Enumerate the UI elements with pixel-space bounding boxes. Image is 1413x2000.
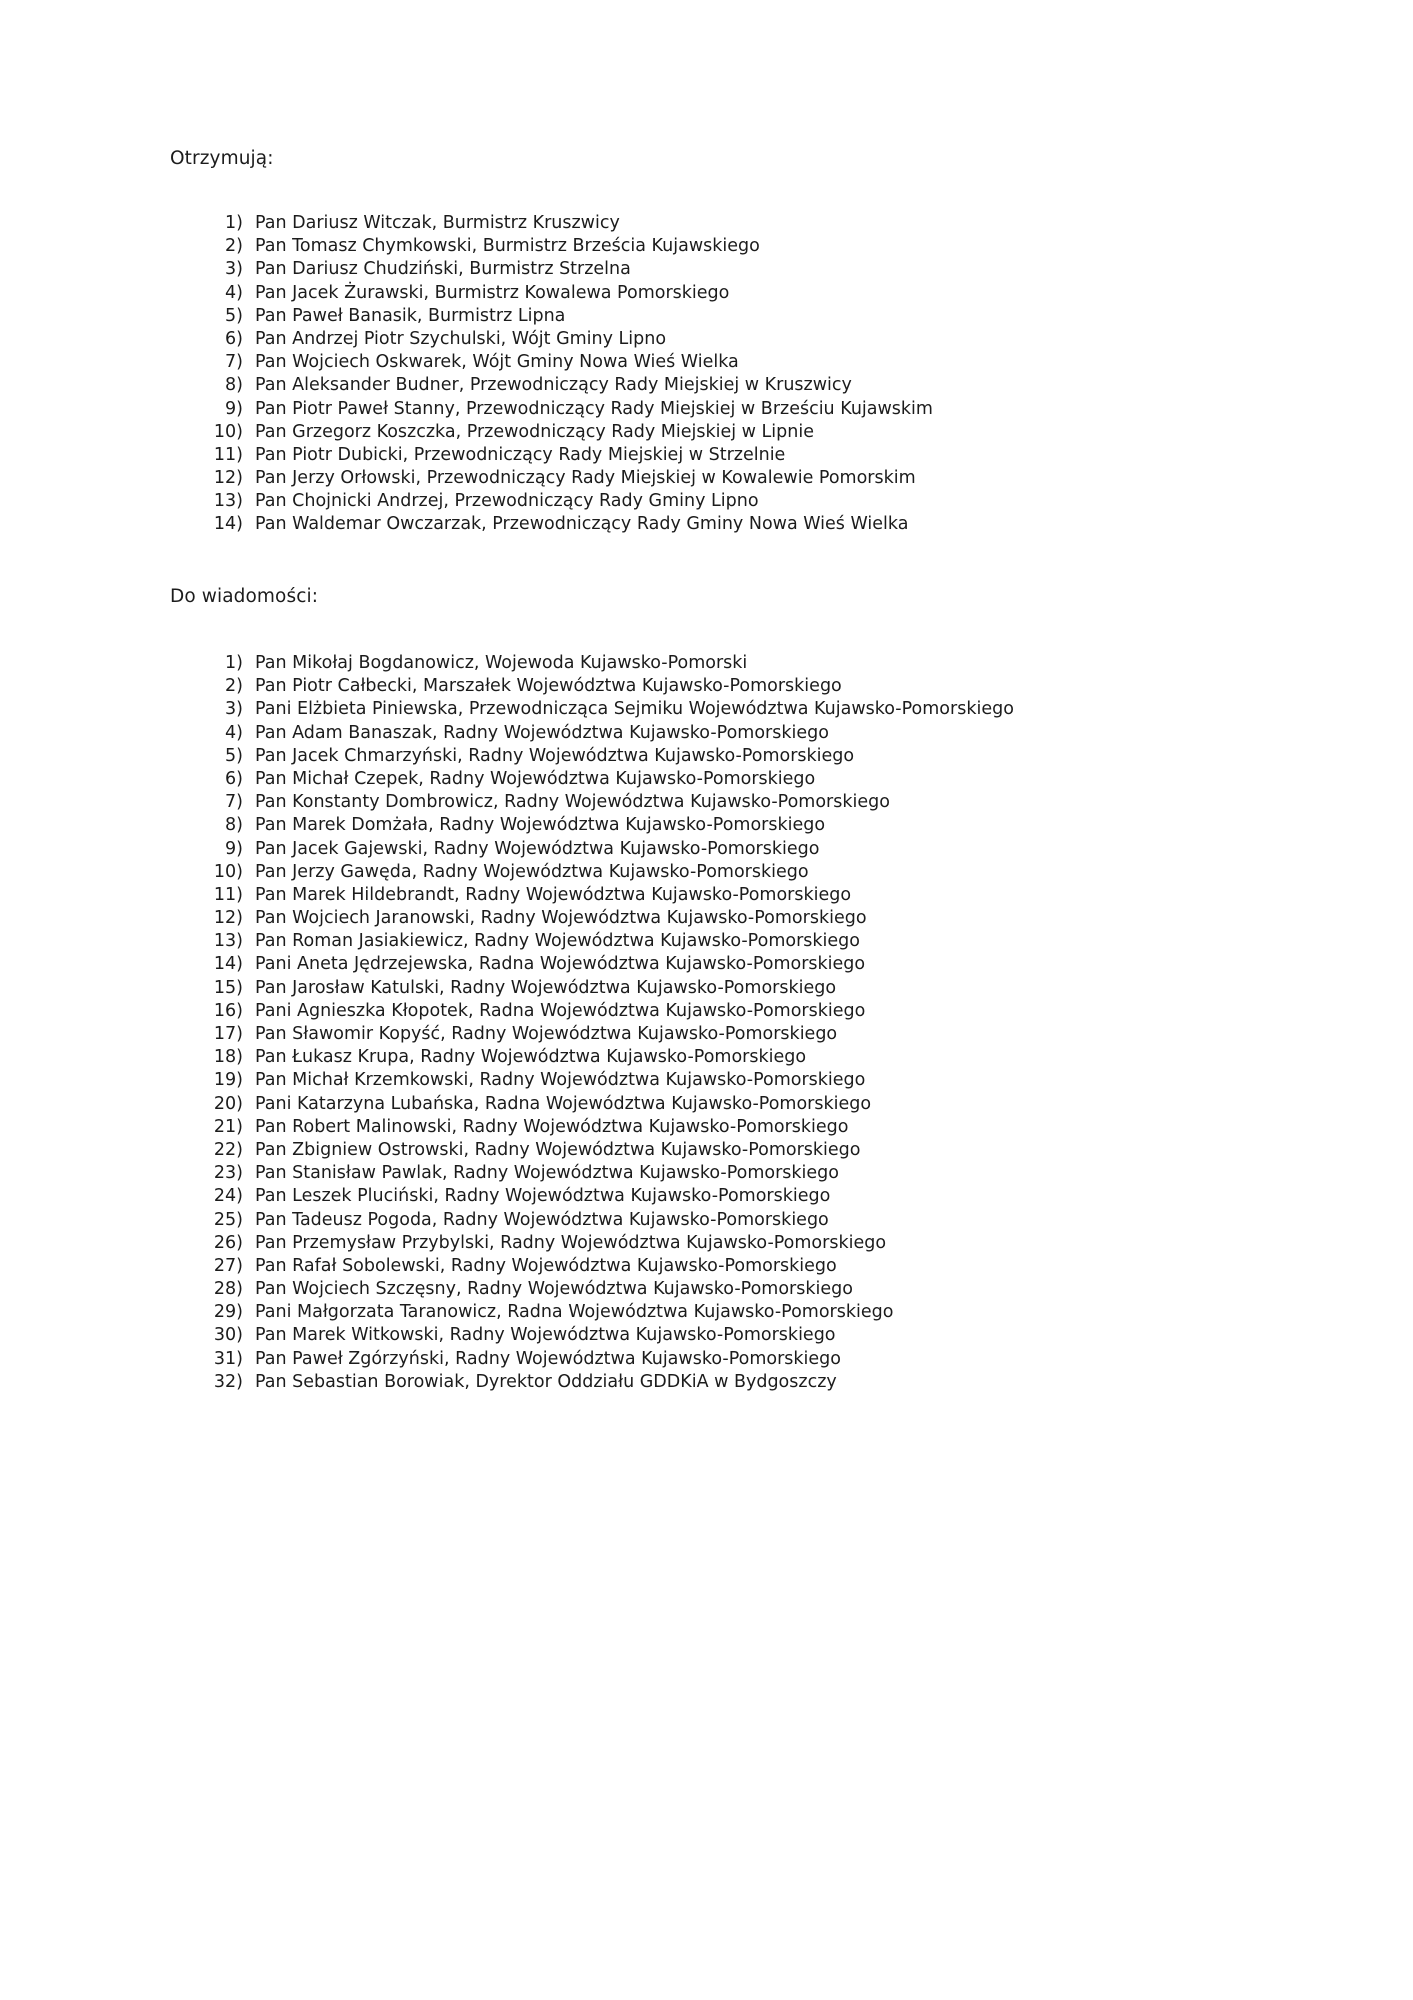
list-item-text: Pan Mikołaj Bogdanowicz, Wojewoda Kujawsko-Pomorski [255,653,748,673]
list-item-number: 16) [213,1000,243,1021]
list-item-number: 14) [213,514,243,535]
list-item-text: Pan Piotr Całbecki, Marszałek Województwa Kujawsko-Pomorskiego [255,676,842,697]
list-item-number: 11) [213,884,243,905]
list-item [195,1023,1014,1046]
list-item-number: 7) [225,352,243,373]
list-item [195,1232,1014,1255]
list-item-number: 1) [225,213,243,233]
list-item [195,328,933,351]
list-item-number: 22) [213,1139,243,1160]
list-item-number: 15) [213,977,243,998]
list-item-text: Pan Wojciech Jaranowski, Radny Województwa Kujawsko-Pomorskiego [255,908,867,929]
list-item-text: Pan Jacek Żurawski, Burmistrz Kowalewa Pomorskiego [255,282,730,303]
list-item [195,351,933,374]
list-item-number: 28) [213,1279,243,1300]
list-item-text: Pan Marek Hildebrandt, Radny Województwa Kujawsko-Pomorskiego [255,884,852,905]
list-item-text: Pan Roman Jasiakiewicz, Radny Województwa Kujawsko-Pomorskiego [255,931,860,952]
list-item [195,930,1014,953]
list-item-text: Pan Paweł Banasik, Burmistrz Lipna [255,305,566,326]
list-item-text: Pan Piotr Dubicki, Przewodniczący Rady Miejskiej w Strzelnie [255,444,786,465]
recipients-heading: Otrzymują: [170,148,274,169]
list-item-text: Pan Jacek Gajewski, Radny Województwa Kujawsko-Pomorskiego [255,838,820,859]
list-item [195,235,933,258]
list-item [195,467,933,490]
list-item-text: Pani Małgorzata Taranowicz, Radna Województwa Kujawsko-Pomorskiego [255,1302,894,1323]
recipients-list [195,212,933,537]
list-item [195,398,933,421]
list-item [195,698,1014,721]
list-item-number: 13) [213,931,243,952]
list-item-number: 27) [213,1255,243,1276]
list-item-text: Pan Jarosław Katulski, Radny Województwa Kujawsko-Pomorskiego [255,977,837,998]
list-item-number: 4) [225,282,243,303]
list-item [195,675,1014,698]
list-item-number: 5) [225,745,243,766]
list-item-text: Pan Tadeusz Pogoda, Radny Województwa Kujawsko-Pomorskiego [255,1209,829,1230]
list-item [195,421,933,444]
list-item-text: Pan Sławomir Kopyść, Radny Województwa Kujawsko-Pomorskiego [255,1024,838,1044]
list-item [195,884,1014,907]
list-item-text: Pani Aneta Jędrzejewska, Radna Województwa Kujawsko-Pomorskiego [255,954,866,975]
list-item [195,861,1014,884]
list-item-text: Pan Marek Witkowski, Radny Województwa Kujawsko-Pomorskiego [255,1325,836,1346]
list-item-text: Pan Paweł Zgórzyński, Radny Województwa Kujawsko-Pomorskiego [255,1348,841,1369]
list-item [195,1371,1014,1394]
list-item-number: 2) [225,236,243,257]
list-item-text: Pan Rafał Sobolewski, Radny Województwa Kujawsko-Pomorskiego [255,1255,837,1276]
list-item-text: Pan Michał Czepek, Radny Województwa Kujawsko-Pomorskiego [255,768,816,789]
list-item-text: Pan Wojciech Oskwarek, Wójt Gminy Nowa Wieś Wielka [255,352,739,373]
list-item-text: Pan Waldemar Owczarzak, Przewodniczący Rady Gminy Nowa Wieś Wielka [255,514,909,535]
list-item-text: Pan Tomasz Chymkowski, Burmistrz Brześcia Kujawskiego [255,236,760,257]
list-item-number: 2) [225,676,243,697]
list-item-text: Pan Sebastian Borowiak, Dyrektor Oddziału GDDKiA w Bydgoszczy [255,1371,837,1392]
list-item [195,652,1014,675]
list-item-number: 21) [213,1116,243,1137]
list-item-text: Pani Agnieszka Kłopotek, Radna Województwa Kujawsko-Pomorskiego [255,1000,866,1021]
list-item [195,444,933,467]
list-item-text: Pan Przemysław Przybylski, Radny Województwa Kujawsko-Pomorskiego [255,1232,887,1253]
list-item [195,1301,1014,1324]
list-item-number: 24) [213,1186,243,1207]
list-item-number: 7) [225,792,243,813]
list-item-text: Pan Łukasz Krupa, Radny Województwa Kujawsko-Pomorskiego [255,1047,807,1068]
list-item-text: Pan Robert Malinowski, Radny Województwa Kujawsko-Pomorskiego [255,1116,849,1137]
list-item [195,977,1014,1000]
list-item [195,907,1014,930]
list-item-number: 4) [225,722,243,743]
list-item-number: 8) [225,375,243,396]
list-item-text: Pan Dariusz Chudziński, Burmistrz Strzelna [255,259,631,280]
list-item-text: Pan Stanisław Pawlak, Radny Województwa Kujawsko-Pomorskiego [255,1163,839,1184]
list-item-text: Pan Wojciech Szczęsny, Radny Województwa Kujawsko-Pomorskiego [255,1279,853,1300]
list-item-number: 6) [225,768,243,789]
list-item-number: 26) [213,1232,243,1253]
list-item [195,1255,1014,1278]
list-item [195,814,1014,837]
list-item [195,1209,1014,1232]
cc-list [195,652,1014,1394]
list-item [195,768,1014,791]
list-item [195,1162,1014,1185]
list-item [195,305,933,328]
list-item-text: Pan Grzegorz Koszczka, Przewodniczący Rady Miejskiej w Lipnie [255,421,814,442]
list-item-text: Pan Marek Domżała, Radny Województwa Kujawsko-Pomorskiego [255,815,826,836]
list-item-number: 3) [225,699,243,720]
list-item [195,722,1014,745]
list-item-text: Pan Zbigniew Ostrowski, Radny Województwa Kujawsko-Pomorskiego [255,1139,861,1160]
list-item-number: 23) [213,1163,243,1184]
list-item [195,282,933,305]
list-item [195,791,1014,814]
list-item [195,1278,1014,1301]
list-item [195,490,933,513]
list-item-number: 30) [213,1325,243,1346]
list-item-number: 1) [225,653,243,673]
list-item [195,1139,1014,1162]
list-item-text: Pan Chojnicki Andrzej, Przewodniczący Rady Gminy Lipno [255,491,759,512]
list-item [195,374,933,397]
list-item-number: 10) [213,421,243,442]
list-item-number: 25) [213,1209,243,1230]
list-item [195,838,1014,861]
list-item-text: Pan Konstanty Dombrowicz, Radny Województwa Kujawsko-Pomorskiego [255,792,890,813]
list-item [195,1116,1014,1139]
list-item-text: Pan Jerzy Orłowski, Przewodniczący Rady Miejskiej w Kowalewie Pomorskim [255,468,916,489]
list-item-text: Pan Michał Krzemkowski, Radny Województwa Kujawsko-Pomorskiego [255,1070,866,1091]
list-item [195,258,933,281]
list-item-number: 19) [213,1070,243,1091]
list-item-number: 11) [213,444,243,465]
list-item-text: Pani Katarzyna Lubańska, Radna Województwa Kujawsko-Pomorskiego [255,1093,872,1114]
cc-heading: Do wiadomości: [170,586,319,607]
list-item-number: 32) [213,1371,243,1392]
list-item-text: Pan Piotr Paweł Stanny, Przewodniczący Rady Miejskiej w Brześciu Kujawskim [255,398,933,419]
list-item-number: 9) [225,838,243,859]
list-item-text: Pani Elżbieta Piniewska, Przewodnicząca Sejmiku Województwa Kujawsko-Pomorskiego [255,699,1014,720]
list-item-number: 18) [213,1047,243,1068]
list-item [195,1324,1014,1347]
list-item-text: Pan Dariusz Witczak, Burmistrz Kruszwicy [255,213,620,233]
list-item-number: 9) [225,398,243,419]
list-item [195,212,933,235]
list-item [195,745,1014,768]
list-item-number: 12) [213,908,243,929]
list-item [195,1185,1014,1208]
list-item [195,1046,1014,1069]
list-item-number: 5) [225,305,243,326]
list-item-number: 8) [225,815,243,836]
list-item-text: Pan Adam Banaszak, Radny Województwa Kujawsko-Pomorskiego [255,722,829,743]
list-item-number: 14) [213,954,243,975]
list-item-number: 6) [225,328,243,349]
list-item [195,1348,1014,1371]
list-item-text: Pan Andrzej Piotr Szychulski, Wójt Gminy Lipno [255,328,667,349]
list-item-number: 17) [213,1024,243,1044]
list-item [195,1000,1014,1023]
list-item [195,1069,1014,1092]
list-item-number: 3) [225,259,243,280]
list-item-text: Pan Jerzy Gawęda, Radny Województwa Kujawsko-Pomorskiego [255,861,809,882]
list-item-text: Pan Jacek Chmarzyński, Radny Województwa Kujawsko-Pomorskiego [255,745,855,766]
list-item-number: 29) [213,1302,243,1323]
list-item [195,513,933,536]
list-item-number: 13) [213,491,243,512]
list-item [195,953,1014,976]
list-item-text: Pan Leszek Pluciński, Radny Województwa Kujawsko-Pomorskiego [255,1186,831,1207]
list-item-number: 31) [213,1348,243,1369]
list-item-text: Pan Aleksander Budner, Przewodniczący Rady Miejskiej w Kruszwicy [255,375,852,396]
list-item [195,1093,1014,1116]
list-item-number: 10) [213,861,243,882]
list-item-number: 12) [213,468,243,489]
list-item-number: 20) [213,1093,243,1114]
